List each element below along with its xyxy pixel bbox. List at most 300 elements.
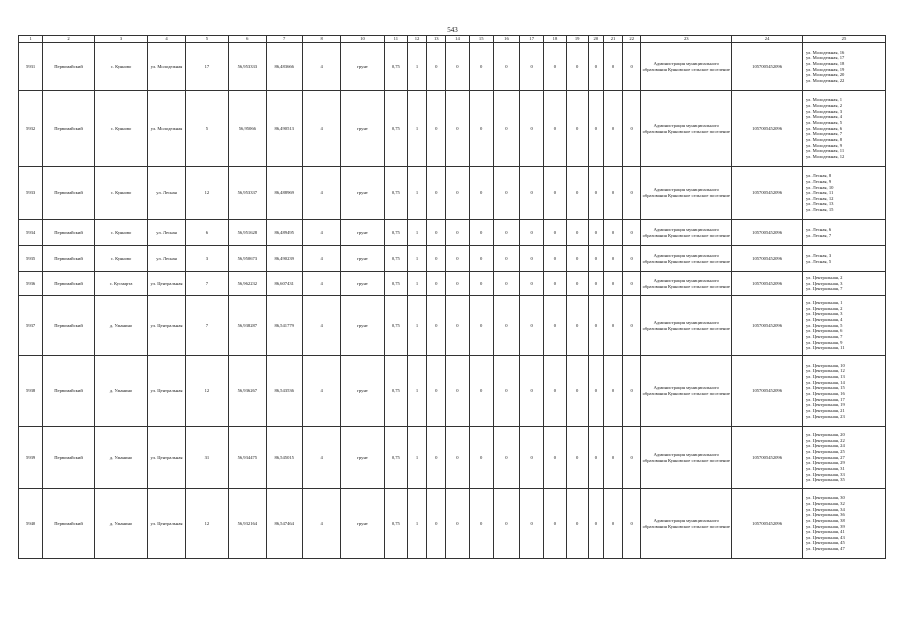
table-cell: с. Куяново (94, 43, 148, 91)
table-cell: 0 (493, 91, 519, 167)
table-cell: 0 (427, 356, 446, 427)
table-cell: 0,75 (384, 296, 407, 356)
table-cell: Администрация муниципального образования Куяновское сельское поселение (641, 167, 732, 220)
address-line: ул. Молодежная, 19 (805, 66, 845, 72)
table-cell: 1057005452096 (732, 296, 803, 356)
registry-table (18, 35, 886, 559)
table-cell: 4 (302, 272, 340, 296)
table-cell: Первомайский (43, 43, 95, 91)
table-cell: 1057005452096 (732, 427, 803, 489)
table-cell: 56,953337 (229, 167, 266, 220)
table-cell: 0 (493, 356, 519, 427)
address-line: ул. Центральная, 39 (805, 523, 845, 529)
column-header: 19 (566, 36, 588, 43)
table-cell: грунт (341, 167, 384, 220)
table-cell: 56,950673 (229, 246, 266, 272)
table-cell: 0,75 (384, 427, 407, 489)
table-cell: 0 (588, 489, 603, 559)
table-cell: с. Куяново (94, 246, 148, 272)
table-cell: 5932 (19, 91, 43, 167)
table-cell: 0 (566, 356, 588, 427)
table-cell: 5933 (19, 167, 43, 220)
address-line: ул. Центральная, 27 (805, 454, 845, 460)
table-cell: грунт (341, 489, 384, 559)
table-cell: 0 (427, 220, 446, 246)
table-cell: 1057005452096 (732, 356, 803, 427)
table-cell: 56,938287 (229, 296, 266, 356)
address-list-cell (802, 489, 885, 559)
table-cell: 5936 (19, 272, 43, 296)
address-line: ул. Центральная, 3 (805, 280, 843, 286)
table-cell: 4 (302, 489, 340, 559)
table-cell: грунт (341, 220, 384, 246)
address-line: ул. Молодежная, 6 (805, 125, 843, 131)
table-cell: 0 (427, 91, 446, 167)
column-header: 24 (732, 36, 803, 43)
address-line: ул. Центральная, 13 (805, 374, 845, 380)
address-line: ул. Центральная, 29 (805, 460, 845, 466)
table-cell: 0 (544, 489, 566, 559)
address-list-cell (802, 356, 885, 427)
table-cell: ул. Молодежная (148, 43, 185, 91)
table-cell: 0 (446, 272, 469, 296)
table-cell: 0 (493, 220, 519, 246)
address-line: ул. Центральная, 6 (805, 328, 843, 334)
table-cell: 0 (427, 167, 446, 220)
address-line: ул. Центральная, 36 (805, 512, 845, 518)
table-cell: 0,75 (384, 167, 407, 220)
table-cell: 0 (446, 91, 469, 167)
address-line: ул. Лесная, 9 (805, 178, 832, 184)
address-line: ул. Молодежная, 11 (805, 148, 845, 154)
table-cell: 0 (544, 43, 566, 91)
table-cell: 4 (302, 296, 340, 356)
table-cell: 0 (588, 91, 603, 167)
page-number: 543 (447, 26, 458, 34)
table-cell: 0 (446, 427, 469, 489)
column-header: 17 (520, 36, 544, 43)
column-header: 12 (407, 36, 426, 43)
table-cell: 86,547464 (266, 489, 302, 559)
table-cell: Администрация муниципального образования Куяновское сельское поселение (641, 91, 732, 167)
table-cell: 0 (446, 489, 469, 559)
table-cell: Администрация муниципального образования Куяновское сельское поселение (641, 43, 732, 91)
table-cell: 86,541779 (266, 296, 302, 356)
table-cell: 0 (603, 356, 622, 427)
table-cell: 1 (407, 220, 426, 246)
table-cell: 56,95066 (229, 91, 266, 167)
address-line: ул. Центральная, 5 (805, 322, 843, 328)
table-cell: 1 (407, 272, 426, 296)
table-cell: 86,488969 (266, 167, 302, 220)
address-list-cell (802, 246, 885, 272)
table-cell: 0,75 (384, 272, 407, 296)
table-cell: 0 (446, 296, 469, 356)
table-cell: 0 (623, 427, 641, 489)
table-cell: 0 (427, 272, 446, 296)
table-cell: 56,936267 (229, 356, 266, 427)
address-line: ул. Центральная, 3 (805, 311, 843, 317)
table-cell: 1 (407, 427, 426, 489)
table-cell: 86,490513 (266, 91, 302, 167)
address-line: ул. Молодежная, 2 (805, 103, 843, 109)
address-line: ул. Центральная, 11 (805, 345, 845, 351)
table-cell: 0 (469, 43, 493, 91)
table-cell: 86,483666 (266, 43, 302, 91)
table-cell: ул. Центральная (148, 356, 185, 427)
address-line: ул. Центральная, 14 (805, 379, 845, 385)
table-cell: Администрация муниципального образования Куяновское сельское поселение (641, 220, 732, 246)
address-line: ул. Лесная, 8 (805, 173, 832, 179)
header-row (19, 36, 886, 43)
address-line: ул. Центральная, 4 (805, 317, 843, 323)
table-row (19, 220, 886, 246)
address-line: ул. Молодежная, 4 (805, 114, 843, 120)
table-cell: 1057005452096 (732, 167, 803, 220)
table-cell: 0 (469, 489, 493, 559)
table-cell: 56,951628 (229, 220, 266, 246)
table-cell: Первомайский (43, 427, 95, 489)
column-header: 20 (588, 36, 603, 43)
table-cell: 6 (185, 220, 228, 246)
table-cell: 86,607431 (266, 272, 302, 296)
table-cell: 4 (302, 356, 340, 427)
address-line: ул. Центральная, 7 (805, 333, 843, 339)
column-header: 8 (302, 36, 340, 43)
table-cell: 0 (566, 427, 588, 489)
table-cell: 1 (407, 91, 426, 167)
table-row (19, 427, 886, 489)
table-cell: грунт (341, 296, 384, 356)
table-cell: 0 (469, 91, 493, 167)
column-header: 25 (802, 36, 885, 43)
address-line: ул. Центральная, 47 (805, 546, 845, 552)
table-cell: 0 (469, 246, 493, 272)
table-cell: 7 (185, 296, 228, 356)
address-list-cell (802, 91, 885, 167)
table-cell: 0 (446, 220, 469, 246)
table-cell: 86,545015 (266, 427, 302, 489)
table-cell: 56,953333 (229, 43, 266, 91)
table-cell: 0 (469, 296, 493, 356)
table-cell: 0 (493, 272, 519, 296)
table-cell: Администрация муниципального образования Куяновское сельское поселение (641, 489, 732, 559)
address-line: ул. Центральная, 21 (805, 407, 845, 413)
column-header: 13 (427, 36, 446, 43)
table-cell: 0 (623, 220, 641, 246)
table-cell: 0 (566, 489, 588, 559)
table-cell: 0 (544, 296, 566, 356)
table-cell: грунт (341, 427, 384, 489)
table-cell: 0 (623, 296, 641, 356)
address-list-cell (802, 167, 885, 220)
table-cell: 5939 (19, 427, 43, 489)
table-cell: 5938 (19, 356, 43, 427)
table-cell: 1 (407, 489, 426, 559)
table-cell: 0 (427, 43, 446, 91)
table-cell: грунт (341, 246, 384, 272)
table-cell: 0 (469, 272, 493, 296)
table-cell: 0 (493, 427, 519, 489)
table-cell: Администрация муниципального образования Куяновское сельское поселение (641, 356, 732, 427)
address-line: ул. Центральная, 15 (805, 385, 845, 391)
table-cell: грунт (341, 272, 384, 296)
table-cell: 1 (407, 167, 426, 220)
table-cell: ул. Центральная (148, 272, 185, 296)
table-cell: д. Ужанино (94, 427, 148, 489)
table-cell: 5934 (19, 220, 43, 246)
table-cell: 0,75 (384, 246, 407, 272)
table-cell: 1057005452096 (732, 272, 803, 296)
table-cell: 0 (603, 489, 622, 559)
table-cell: 0 (566, 220, 588, 246)
column-header: 10 (341, 36, 384, 43)
table-cell: 1 (407, 43, 426, 91)
address-line: ул. Центральная, 19 (805, 402, 845, 408)
table-cell: 0 (566, 246, 588, 272)
table-cell: 5 (185, 91, 228, 167)
address-line: ул. Центральная, 43 (805, 534, 845, 540)
table-cell: 1 (407, 246, 426, 272)
table-cell: 0 (603, 427, 622, 489)
column-header: 15 (469, 36, 493, 43)
address-line: ул. Центральная, 12 (805, 368, 845, 374)
table-cell: 0 (520, 246, 544, 272)
table-cell: 56,932164 (229, 489, 266, 559)
table-cell: Первомайский (43, 272, 95, 296)
table-cell: 0 (446, 246, 469, 272)
table-cell: 1057005452096 (732, 489, 803, 559)
table-cell: д. Ужанино (94, 356, 148, 427)
address-line: ул. Молодежная, 3 (805, 108, 843, 114)
address-line: ул. Центральная, 7 (805, 286, 843, 292)
table-cell: с. Куяново (94, 167, 148, 220)
address-line: ул. Молодежная, 20 (805, 72, 845, 78)
table-cell: 12 (185, 356, 228, 427)
table-cell: 0 (566, 272, 588, 296)
table-cell: 0 (520, 296, 544, 356)
address-line: ул. Центральная, 34 (805, 506, 845, 512)
address-line: ул. Центральная, 32 (805, 500, 845, 506)
table-cell: 56,934475 (229, 427, 266, 489)
address-line: ул. Лесная, 10 (805, 184, 834, 190)
table-cell: 0 (446, 356, 469, 427)
table-cell: ул. Центральная (148, 489, 185, 559)
address-line: ул. Центральная, 10 (805, 362, 845, 368)
address-line: ул. Центральная, 17 (805, 396, 845, 402)
address-line: ул. Лесная, 6 (805, 226, 832, 232)
address-line: ул. Лесная, 3 (805, 252, 832, 258)
table-cell: 1057005452096 (732, 220, 803, 246)
table-cell: Первомайский (43, 220, 95, 246)
column-header: 4 (148, 36, 185, 43)
table-cell: 0 (520, 167, 544, 220)
table-cell: д. Ужанино (94, 489, 148, 559)
table-cell: 0,75 (384, 43, 407, 91)
table-cell: 0 (566, 43, 588, 91)
table-cell: 0,75 (384, 356, 407, 427)
table-cell: 3 (185, 246, 228, 272)
address-list-cell (802, 43, 885, 91)
table-cell: 0 (520, 220, 544, 246)
column-header: 7 (266, 36, 302, 43)
table-cell: 0 (427, 296, 446, 356)
table-cell: 0 (623, 246, 641, 272)
table-cell: ул. Лесная (148, 220, 185, 246)
table-cell: 1 (407, 296, 426, 356)
table-cell: 5940 (19, 489, 43, 559)
table-cell: 0 (493, 246, 519, 272)
table-cell: 0 (588, 356, 603, 427)
table-cell: 0 (520, 356, 544, 427)
table-cell: 0 (588, 427, 603, 489)
table-cell: 0 (469, 220, 493, 246)
table-cell: 0 (623, 489, 641, 559)
table-cell: 0 (469, 356, 493, 427)
table-cell: с. Куяново (94, 91, 148, 167)
table-cell: 0 (544, 427, 566, 489)
address-list-cell (802, 220, 885, 246)
address-line: ул. Центральная, 2 (805, 275, 843, 281)
table-cell: 4 (302, 43, 340, 91)
table-cell: 0,75 (384, 220, 407, 246)
column-header: 3 (94, 36, 148, 43)
address-line: ул. Молодежная, 5 (805, 120, 843, 126)
table-cell: 31 (185, 427, 228, 489)
table-cell: 0 (623, 91, 641, 167)
address-line: ул. Молодежная, 7 (805, 131, 843, 137)
table-cell: 0 (623, 167, 641, 220)
table-cell: 0 (623, 272, 641, 296)
table-cell: 0 (493, 43, 519, 91)
address-line: ул. Центральная, 20 (805, 432, 845, 438)
address-line: ул. Центральная, 16 (805, 391, 845, 396)
address-line: ул. Молодежная, 12 (805, 153, 845, 159)
table-cell: д. Ужанино (94, 296, 148, 356)
table-cell: 7 (185, 272, 228, 296)
table-row (19, 43, 886, 91)
table-cell: 0 (603, 91, 622, 167)
address-line: ул. Лесная, 7 (805, 232, 832, 238)
table-cell: 0 (588, 43, 603, 91)
address-line: ул. Центральная, 2 (805, 305, 843, 311)
table-cell: ул. Лесная (148, 167, 185, 220)
address-list-cell (802, 272, 885, 296)
address-line: ул. Центральная, 9 (805, 339, 843, 345)
table-cell: 0 (588, 167, 603, 220)
address-line: ул. Лесная, 15 (805, 207, 834, 213)
address-line: ул. Молодежная, 8 (805, 136, 843, 142)
table-cell: 0 (446, 43, 469, 91)
table-cell: Первомайский (43, 91, 95, 167)
table-cell: грунт (341, 356, 384, 427)
address-line: ул. Центральная, 24 (805, 443, 845, 449)
table-cell: 0 (566, 167, 588, 220)
table-cell: 0 (520, 43, 544, 91)
column-header: 1 (19, 36, 43, 43)
table-cell: 0 (493, 167, 519, 220)
table-cell: с. Кусмарта (94, 272, 148, 296)
table-cell: 0 (544, 246, 566, 272)
table-cell: 0 (427, 427, 446, 489)
table-cell: 56,962232 (229, 272, 266, 296)
table-cell: ул. Центральная (148, 296, 185, 356)
address-line: ул. Молодежная, 1 (805, 97, 843, 103)
table-cell: 0 (520, 272, 544, 296)
table-cell: Администрация муниципального образования Куяновское сельское поселение (641, 246, 732, 272)
table-cell: 0 (603, 43, 622, 91)
table-cell: 4 (302, 220, 340, 246)
table-cell: 12 (185, 489, 228, 559)
table-cell: Первомайский (43, 167, 95, 220)
column-header: 22 (623, 36, 641, 43)
table-cell: 1057005452096 (732, 43, 803, 91)
column-header: 6 (229, 36, 266, 43)
address-list-cell (802, 427, 885, 489)
column-header: 21 (603, 36, 622, 43)
table-cell: ул. Центральная (148, 427, 185, 489)
table-cell: 0 (544, 167, 566, 220)
table-cell: 1057005452096 (732, 246, 803, 272)
table-cell: 5935 (19, 246, 43, 272)
table-row (19, 489, 886, 559)
table-cell: ул. Лесная (148, 246, 185, 272)
table-cell: 0 (469, 427, 493, 489)
table-cell: грунт (341, 91, 384, 167)
table-cell: 0,75 (384, 91, 407, 167)
table-cell: 0 (623, 43, 641, 91)
table-cell: 0 (566, 91, 588, 167)
table-cell: 0 (623, 356, 641, 427)
table-cell: 0,75 (384, 489, 407, 559)
table-cell: 0 (544, 91, 566, 167)
table-cell: 0 (588, 272, 603, 296)
table-cell: 5931 (19, 43, 43, 91)
table-cell: ул. Молодежная (148, 91, 185, 167)
address-line: ул. Центральная, 31 (805, 465, 845, 471)
table-cell: 86,543536 (266, 356, 302, 427)
column-header: 2 (43, 36, 95, 43)
table-cell: 86,489495 (266, 220, 302, 246)
column-header: 16 (493, 36, 519, 43)
table-cell: грунт (341, 43, 384, 91)
table-cell: 0 (603, 272, 622, 296)
address-line: ул. Лесная, 13 (805, 201, 834, 207)
table-row (19, 272, 886, 296)
address-line: ул. Центральная, 23 (805, 413, 845, 419)
table-cell: Первомайский (43, 489, 95, 559)
column-header: 14 (446, 36, 469, 43)
table-cell: 0 (588, 246, 603, 272)
table-cell: 4 (302, 246, 340, 272)
table-cell: Первомайский (43, 246, 95, 272)
table-cell: 0 (469, 167, 493, 220)
column-header: 23 (641, 36, 732, 43)
table-cell: 0 (520, 427, 544, 489)
table-cell: с. Куяново (94, 220, 148, 246)
table-cell: 4 (302, 427, 340, 489)
column-header: 11 (384, 36, 407, 43)
address-list-cell (802, 296, 885, 356)
address-line: ул. Центральная, 30 (805, 495, 845, 501)
table-cell: 0 (544, 220, 566, 246)
address-line: ул. Молодежная, 22 (805, 77, 845, 83)
table-cell: 0 (520, 489, 544, 559)
column-header: 5 (185, 36, 228, 43)
table-cell: 0 (427, 489, 446, 559)
table-cell: Первомайский (43, 356, 95, 427)
table-row (19, 91, 886, 167)
